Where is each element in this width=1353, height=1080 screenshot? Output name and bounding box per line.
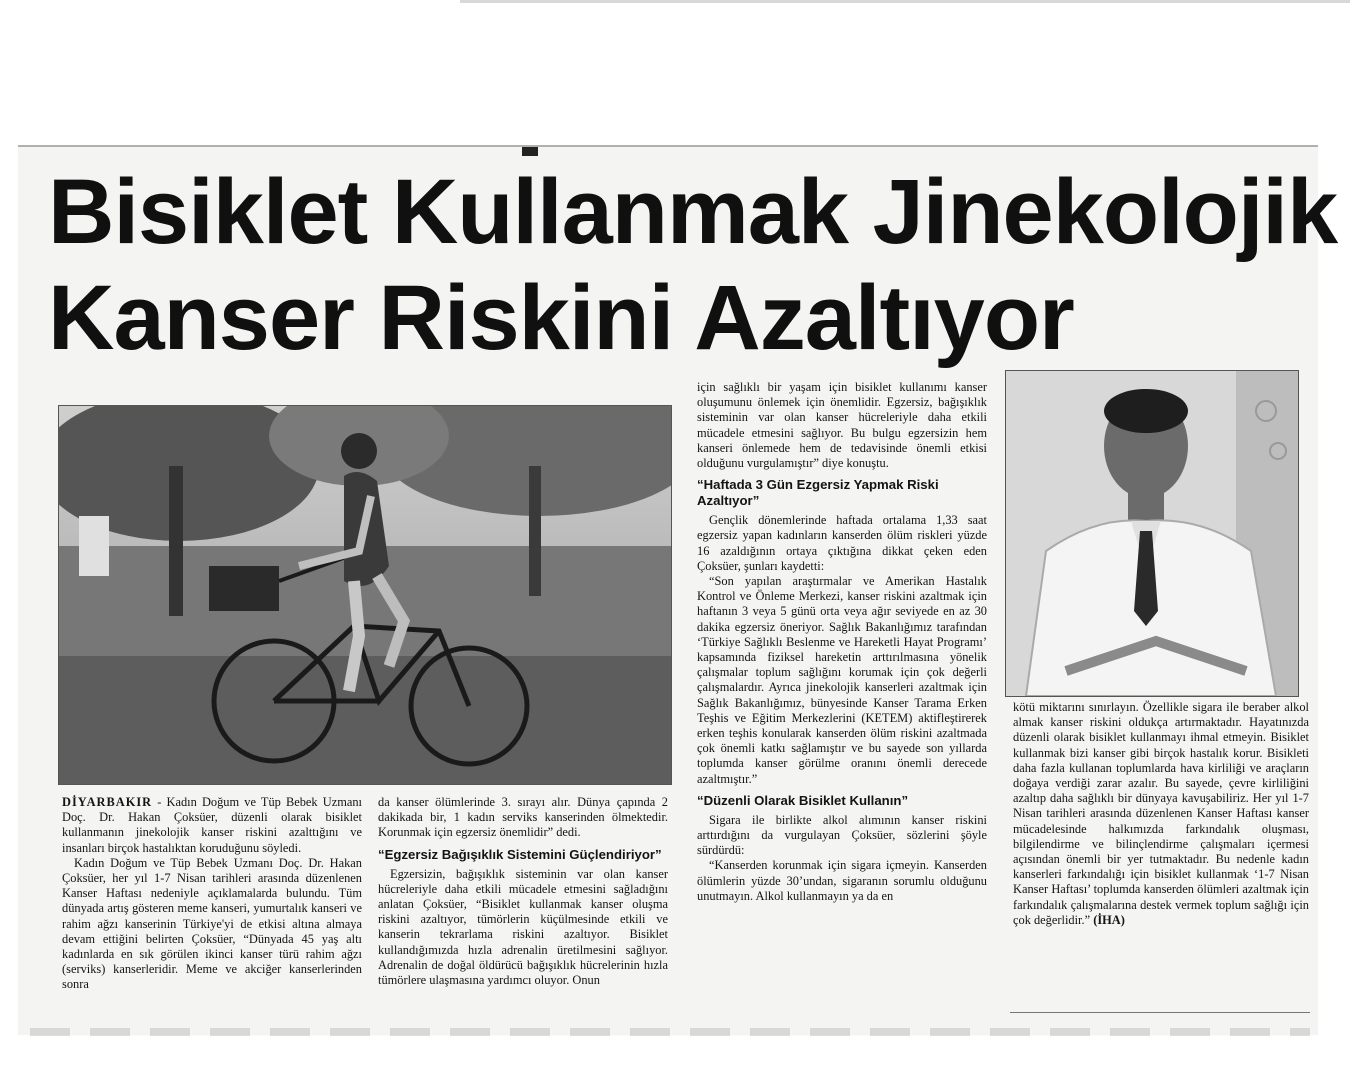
subheading-duzenli: “Düzenli Olarak Bisiklet Kullanın” xyxy=(697,792,909,808)
col2-paragraph-2: Egzersizin, bağışıklık sisteminin var olan kanser hücreleriyle daha etkili mücadele etmesini sağladığını anlatan Çoksüer, “Bisiklet kullanmak kanser oluşma riskini azaltıyor, tümörlerin küçülmesinde etkili ve kanserin tekrarlama riskini azaltıyor. Bisiklet kullandığımızda hızla adrenalin üretilmesini sağlıyor. Adrenalin de doğal öldürücü bağışıklık hücrelerinin hızla tümörlere ulaşmasına yardımcı oluyor. Onun xyxy=(378,866,668,988)
col2-paragraph-1: da kanser ölümlerinde 3. sırayı alır. Dünya çapında 2 dakikada bir, 1 kadın serviks kanserinden ölmektedir. Korunmak için egzersiz önemlidir” dedi. xyxy=(378,795,668,840)
clipping-top-edge xyxy=(18,145,1318,147)
scan-edge-line xyxy=(460,0,1350,3)
headline-line-2: Kanser Riskini Azaltıyor xyxy=(48,267,1074,369)
col3-paragraph-2: Gençlik dönemlerinde haftada ortalama 1,33 saat egzersiz yapan kadınların kanserden ölüm riskleri yüzde 16 azaldığının ortaya çıktığına dikkat çeken eden Çoksüer, şunları kaydetti: xyxy=(697,513,987,573)
col1-paragraph-1: - Kadın Doğum ve Tüp Bebek Uzmanı Doç. Dr. Hakan Çoksüer, düzenli olarak bisiklet kullanmanın jinekolojik kanser riskini azalttığını ve insanları birçok hastalıktan koruduğunu söyledi. xyxy=(62,795,362,855)
article-column-3 xyxy=(697,380,987,904)
col3-paragraph-4: Sigara ile birlikte alkol alımının kanser riskini arttırdığını da vurgulayan Çoksüer, sözlerini şöyle sürdürdü: xyxy=(697,812,987,858)
headline-line-1: Bisiklet Kullanmak Jinekolojik xyxy=(48,161,1338,263)
col3-paragraph-1: için sağlıklı bir yaşam için bisiklet kullanımı kanser oluşumunu önlemek için önemlidir. Egzersiz, bağışıklık sisteminin var olan kanser hücreleriyle daha etkili mücadele etmesini sağlıyor. Bu bulgu egzersizin hem kanseri önlemede hem de tedavisinde önemli etkisi olduğunu vurgulamıştır” diye konuştu. xyxy=(697,380,987,471)
article-column-2 xyxy=(378,795,668,988)
article-column-4 xyxy=(1013,700,1309,928)
article-column-1 xyxy=(62,795,362,993)
subheading-haftada: “Haftada 3 Gün Ezgersiz Yapmak Riski Azaltıyor” xyxy=(697,477,939,509)
clipping-tab-mark xyxy=(522,147,538,156)
woman-on-bicycle-photo xyxy=(58,405,672,785)
subheading-egzersiz: “Egzersiz Bağışıklık Sistemini Güçlendiriyor” xyxy=(378,846,662,862)
column-rule-bottom xyxy=(1010,1012,1310,1013)
doctor-portrait-photo xyxy=(1005,370,1299,697)
col1-paragraph-2: Kadın Doğum ve Tüp Bebek Uzmanı Doç. Dr. Hakan Çoksüer, her yıl 1-7 Nisan tarihleri arasında düzenlenen Kanser Haftası nedeniyle açıklamalarda bulundu. Tüm dünyada artış gösteren meme kanseri, yumurtalık kanseri ve rahim ağzı kanserinin Türkiye'yi de etkisi altına almaya devam ettiğini belirten Çoksüer, “Dünyada 45 yaş altı kadınlarda en sık görülen ikinci kanser türü rahim ağzı (serviks) kanserleridir. Meme ve akciğer kanserlerinden sonra xyxy=(62,855,362,992)
agency-credit: (İHA) xyxy=(1093,912,1125,927)
col3-paragraph-5: “Kanserden korunmak için sigara içmeyin. Kanserden ölümlerin yüzde 30’undan, sigaranın sorumlu olduğunu unutmayın. Alkol kullanmayın ya da en xyxy=(697,858,987,903)
dateline: DİYARBAKIR xyxy=(62,795,153,809)
col3-paragraph-3: “Son yapılan araştırmalar ve Amerikan Hastalık Kontrol ve Önleme Merkezi, kanser riskini azaltmak için haftanın 3 veya 5 günü orta veya ağır seviyede en az 30 dakika egzersiz öneriyor. Sağlık Bakanlığımız tarafından ‘Türkiye Sağlıklı Beslenme ve Hareketli Hayat Programı’ kapsamında fiziksel hareketin arttırılmasına yönelik çalışmalar toplum sağlığını korumak için çok değerli çalışmalardır. Ayrıca jinekolojik kanserleri azaltmak için Sağlık Bakanlığımız, bünyesinde Kanser Tarama Erken Teşhis ve Eğitim Merkezlerini (KETEM) aktifleştirerek erken teşhis konularak kanserden ölüm riskini azaltmada çok önemli katkı sağlamıştır ve bu sayede son yıllarda toplumda kanser görülme oranını önemli derecede azaltmıştır.” xyxy=(697,574,987,786)
col4-paragraph-1: kötü miktarını sınırlayın. Özellikle sigara ile beraber alkol almak kanser riskini oldukça artırmaktadır. Hayatınızda düzenli olarak bisiklet kullanmayı ihmal etmeyin. Bisiklet kullanmak bizi kanser gibi birçok hastalık korur. Bisikleti daha fazla kullanan toplumlarda hava kirliliği ve araçların doğaya verdiği zarar azalır. Bu sayede, çevre kirliliğini azaltıp daha sağlıklı bir dünyaya kavuşabiliriz. Her yıl 1-7 Nisan tarihleri arasında düzenlenen Kanser Haftası kanser mücadelesinde halkımızda farkındalık oluşması, bilgilendirme ve bilinçlendirme çalışmaları içermesi açısından önemli bir yer tutmaktadır. Bu nedenle kadın kanserleri farkındalığı için bisiklet kullanmak ‘1-7 Nisan Kanser Haftası’ toplumda kanserden ölümleri azaltmak için farkındalık çalışmalarına destek vermek toplum sağlığı için çok değerlidir.” xyxy=(1013,700,1309,927)
clipping-bottom-shadow xyxy=(30,1028,1310,1036)
